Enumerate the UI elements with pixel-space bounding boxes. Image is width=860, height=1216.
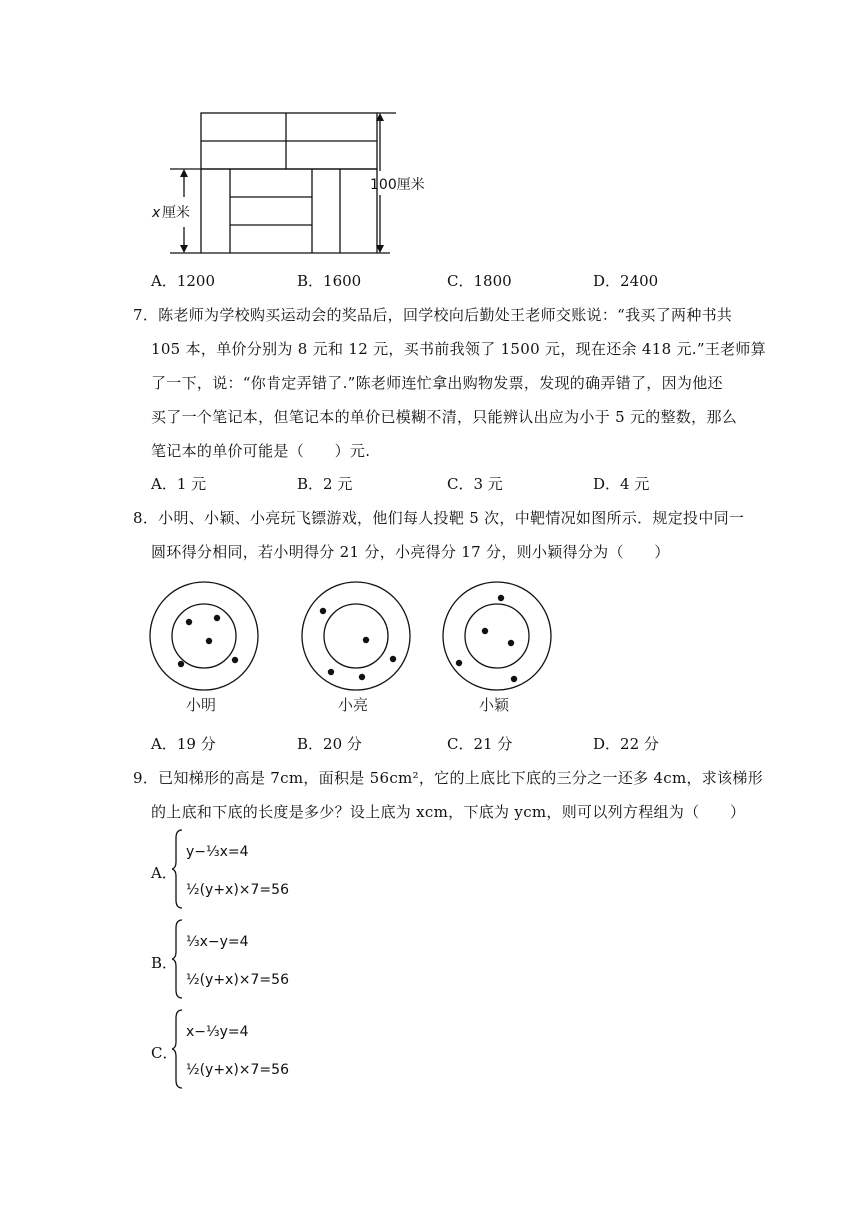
q6-option-c[interactable]: C．1800: [447, 272, 512, 290]
q9-line-1: 9．已知梯形的高是 7cm，面积是 56cm²，它的上底比下底的三分之一还多 4cm，求该梯形: [133, 769, 764, 787]
q8-option-a[interactable]: A．19 分: [151, 735, 216, 753]
q7-line-1: 7．陈老师为学校购买运动会的奖品后，回学校向后勤处王老师交账说：“我买了两种书共: [133, 306, 733, 324]
q9-option-a-system[interactable]: [172, 826, 322, 912]
dartboard-figure: [140, 568, 560, 723]
height-100-label: 100厘米: [370, 177, 425, 193]
target-label-xiaoming: 小明: [186, 696, 217, 714]
q8-option-d[interactable]: D．22 分: [593, 735, 659, 753]
x-variable-label: x: [152, 205, 161, 221]
q7-line-5: 笔记本的单价可能是（ ）元.: [151, 442, 371, 460]
q9-option-a-eq2: ½(y+x)×7=56: [186, 882, 289, 898]
q8-line-1: 8．小明、小颖、小亮玩飞镖游戏，他们每人投靶 5 次，中靶情况如图所示．规定投中同一: [133, 509, 745, 527]
q8-option-b[interactable]: B．20 分: [297, 735, 362, 753]
q9-option-b-eq2: ½(y+x)×7=56: [186, 972, 289, 988]
q9-option-c-label[interactable]: C．: [151, 1044, 178, 1062]
q9-option-a-label[interactable]: A．: [151, 864, 177, 882]
q8-option-c[interactable]: C．21 分: [447, 735, 513, 753]
q7-option-b[interactable]: B．2 元: [297, 475, 353, 493]
q6-option-d[interactable]: D．2400: [593, 272, 659, 290]
q7-option-d[interactable]: D．4 元: [593, 475, 650, 493]
q6-option-a[interactable]: A．1200: [151, 272, 216, 290]
q7-option-a[interactable]: A．1 元: [151, 475, 207, 493]
q9-line-2: 的上底和下底的长度是多少？设上底为 xcm，下底为 ycm，则可以列方程组为（ ）: [151, 803, 746, 821]
q6-option-b[interactable]: B．1600: [297, 272, 362, 290]
q9-option-c-system[interactable]: [172, 1006, 322, 1092]
q7-option-c[interactable]: C．3 元: [447, 475, 503, 493]
q9-option-b-eq1: ⅓x−y=4: [186, 934, 249, 950]
target-label-xiaoying: 小颖: [479, 696, 510, 714]
q9-option-c-eq2: ½(y+x)×7=56: [186, 1062, 289, 1078]
q7-line-3: 了一下，说：“你肯定弄错了.”陈老师连忙拿出购物发票，发现的确弄错了，因为他还: [151, 374, 723, 392]
q9-option-c-eq1: x−⅓y=4: [186, 1024, 249, 1040]
q7-line-2: 105 本，单价分别为 8 元和 12 元，买书前我领了 1500 元，现在还余 418 元.”王老师算: [151, 340, 767, 358]
q9-option-b-label[interactable]: B．: [151, 954, 178, 972]
brick-wall-figure: [140, 105, 440, 260]
target-label-xiaoliang: 小亮: [338, 696, 369, 714]
q9-option-b-system[interactable]: [172, 916, 322, 1002]
x-unit-label: 厘米: [162, 205, 190, 221]
q9-option-a-eq1: y−⅓x=4: [186, 844, 249, 860]
q7-line-4: 买了一个笔记本，但笔记本的单价已模糊不清，只能辨认出应为小于 5 元的整数，那么: [151, 408, 738, 426]
q8-line-2: 圆环得分相同，若小明得分 21 分，小亮得分 17 分，则小颖得分为（ ）: [151, 543, 670, 561]
